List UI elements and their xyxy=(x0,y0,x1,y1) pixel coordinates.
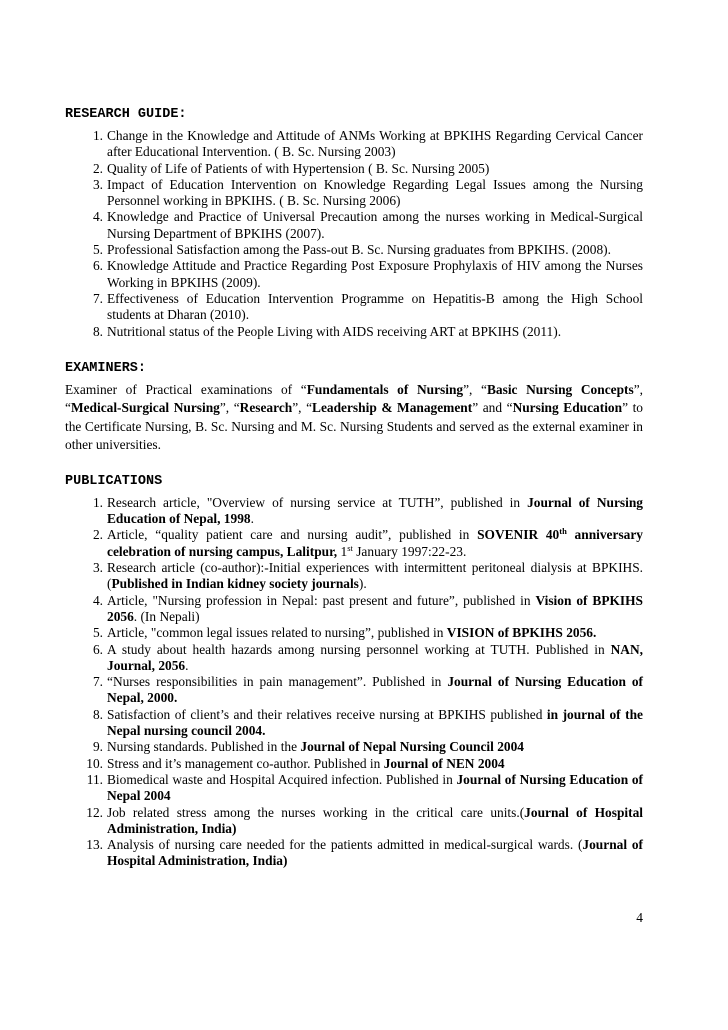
research-guide-list xyxy=(65,128,643,340)
list-item: 8. Satisfaction of client’s and their relatives receive nursing at BPKIHS published in journal of the Nepal nursing council 2004. xyxy=(92,706,643,739)
list-item: 12. Job related stress among the nurses working in the critical care units.(Journal of Hospital Administration, India) xyxy=(86,804,643,836)
list-item: 11. Biomedical waste and Hospital Acquired infection. Published in Journal of Nursing Education of Nepal 2004 xyxy=(86,771,643,804)
list-item: 13. Analysis of nursing care needed for the patients admitted in medical-surgical wards. (Journal of Hospital Administration, India) xyxy=(86,837,643,869)
list-item: 2. Quality of Life of Patients of with Hypertension ( B. Sc. Nursing 2005) xyxy=(92,160,490,176)
list-item: 5. Article, "common legal issues related to nursing”, published in VISION of BPKIHS 2056. xyxy=(92,625,597,641)
list-item: 6. A study about health hazards among nursing personnel working at TUTH. Published in NAN, Journal, 2056. xyxy=(92,641,643,673)
list-item: 3. Impact of Education Intervention on Knowledge Regarding Legal Issues among the Nursing Personnel working in BPKIHS. ( B. Sc. Nursing 2006) xyxy=(92,176,643,209)
examiners-heading: EXAMINERS: xyxy=(65,360,147,376)
list-item: 10. Stress and it’s management co-author. Published in Journal of NEN 2004 xyxy=(86,755,505,771)
publications-list xyxy=(65,495,643,870)
list-item: 7. “Nurses responsibilities in pain management”. Published in Journal of Nursing Education of Nepal, 2000. xyxy=(92,674,644,706)
list-item: 9. Nursing standards. Published in the Journal of Nepal Nursing Council 2004 xyxy=(92,739,524,755)
list-item: 1. Change in the Knowledge and Attitude of ANMs Working at BPKIHS Regarding Cervical Cancer after Educational Intervention. ( B. Sc. Nursing 2003) xyxy=(92,128,643,160)
list-item: 5. Professional Satisfaction among the Pass-out B. Sc. Nursing graduates from BPKIHS. (2008). xyxy=(92,242,611,258)
list-item: 4. Knowledge and Practice of Universal Precaution among the nurses working in Medical-Surgical Nursing Department of BPKIHS (2007). xyxy=(92,209,643,241)
page-content xyxy=(65,107,643,870)
list-item: 3. Research article (co-author):-Initial experiences with intermittent peritoneal dialysis at BPKIHS. (Published in Indian kidney society journals). xyxy=(92,560,643,592)
list-item: 4. Article, "Nursing profession in Nepal: past present and future”, published in Vision of BPKIHS 2056. (In Nepali) xyxy=(92,592,643,624)
list-item: 6. Knowledge Attitude and Practice Regarding Post Exposure Prophylaxis of HIV among the Nurses Working in BPKIHS (2009). xyxy=(92,258,643,290)
list-item: 8. Nutritional status of the People Living with AIDS receiving ART at BPKIHS (2011). xyxy=(92,323,562,339)
examiners-paragraph: Examiner of Practical examinations of “Fundamentals of Nursing”, “Basic Nursing Concepts”, “Medical-Surgical Nursing”, “Research”, “Leadership & Management” and “Nursing Education” to the Certificate Nursing, B. Sc. Nursing and M. Sc. Nursing Students and served as the external examiner in other universities. xyxy=(65,381,643,453)
page-number: 4 xyxy=(636,910,643,925)
list-item: 2. Article, “quality patient care and nursing audit”, published in SOVENIR 40th anniversary celebration of nursing campus, Lalitpur, 1st January 1997:22-23. xyxy=(92,526,643,559)
research-guide-heading: RESEARCH GUIDE: xyxy=(65,107,187,122)
list-item: 7. Effectiveness of Education Intervention Programme on Hepatitis-B among the High School students at Dharan (2010). xyxy=(92,290,643,323)
list-item: 1. Research article, "Overview of nursing service at TUTH”, published in Journal of Nursing Education of Nepal, 1998. xyxy=(92,494,643,527)
publications-heading: PUBLICATIONS xyxy=(65,473,163,489)
